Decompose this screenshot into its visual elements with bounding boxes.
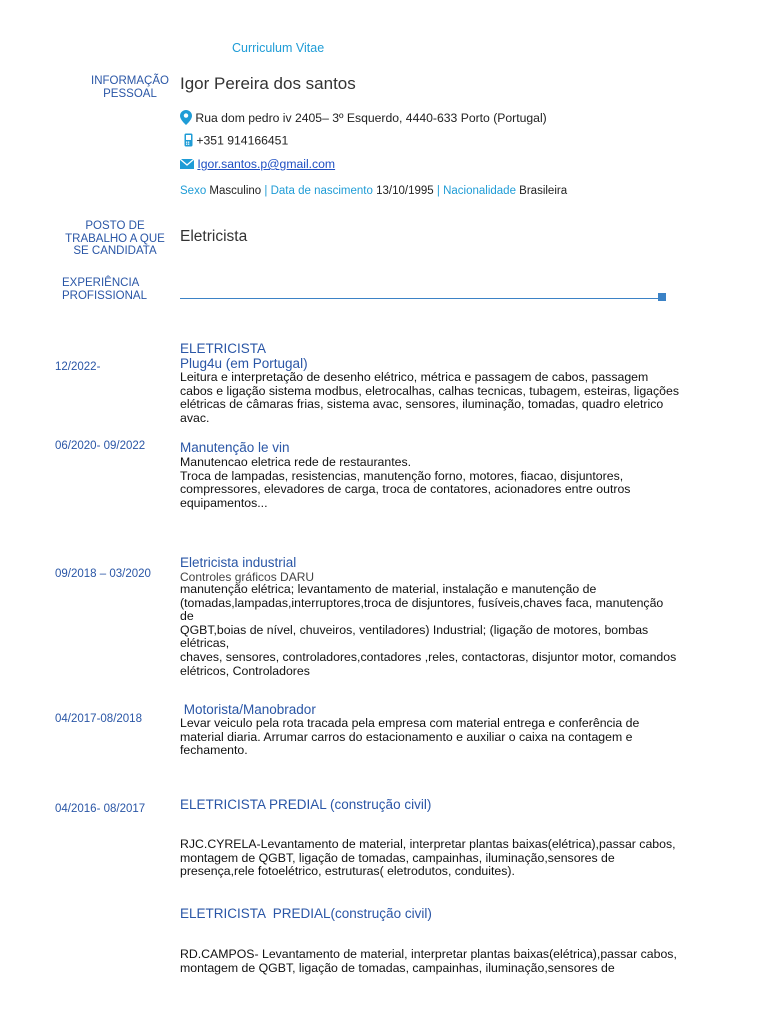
- section-label-personal: INFORMAÇÃO PESSOAL: [91, 75, 169, 100]
- job-date: 06/2020- 09/2022: [55, 440, 146, 452]
- job-target-value: Eletricista: [180, 228, 248, 245]
- separator: |: [264, 185, 268, 197]
- job-description: RD.CAMPOS- Levantamento de material, interpretar plantas baixas(elétrica),passar cabos, montagem de QGBT, ligação de tomadas, campainhas, iluminação,sensores de: [180, 947, 677, 975]
- section-label-job-target: POSTO DE TRABALHO A QUE SE CANDIDATA: [65, 220, 165, 257]
- section-rule: [180, 298, 660, 299]
- sex-value: Masculino: [209, 185, 262, 197]
- job-title: ELETRICISTA: [180, 341, 267, 356]
- phone-text: +351 914166451: [196, 133, 289, 148]
- section-rule-end: [658, 293, 666, 301]
- candidate-name: Igor Pereira dos santos: [180, 74, 356, 93]
- job-title: Eletricista industrial: [180, 555, 297, 570]
- dob-label: Data de nascimento: [270, 185, 373, 197]
- job-title: Motorista/Manobrador: [180, 702, 316, 717]
- dob-value: 13/10/1995: [376, 185, 434, 197]
- address-row: [180, 110, 547, 128]
- cv-title: Curriculum Vitae: [232, 41, 325, 55]
- phone-icon: [184, 133, 193, 150]
- job-description: manutenção elétrica; levantamento de material, instalação e manutenção de (tomadas,lampadas,interruptores,troca de disjuntores, fusíveis,chaves faca, manutenção de QGBT,boias de nível, chuveiros, ventiladores) Industrial; (ligação de motores, bombas elétricas, chaves, sensores, controladores,contadores ,reles, contactoras, disjuntor motor, comandos elétricos, Controladores: [180, 582, 677, 678]
- job-date: 04/2016- 08/2017: [55, 803, 146, 815]
- section-label-experience: EXPERIÊNCIA PROFISSIONAL: [62, 277, 147, 302]
- job-description: Leitura e interpretação de desenho elétrico, métrica e passagem de cabos, passagem cabos e ligação sistema modbus, eletrocalhas, calhas tecnicas, tubagem, esteiras, ligações elétricas de câmaras frias, sistema avac, sensores, iluminação, tomadas, quadro eletrico avac.: [180, 370, 679, 425]
- sex-label: Sexo: [180, 185, 207, 197]
- job-date: 09/2018 – 03/2020: [55, 568, 151, 580]
- address-text: Rua dom pedro iv 2405– 3º Esquerdo, 4440-633 Porto (Portugal): [195, 111, 547, 126]
- email-row: [180, 157, 335, 172]
- map-pin-icon: [180, 110, 192, 128]
- phone-row: [184, 133, 288, 150]
- nationality-value: Brasileira: [519, 185, 568, 197]
- job-title: ELETRICISTA PREDIAL (construção civil): [180, 797, 432, 812]
- job-date: 12/2022-: [55, 361, 101, 373]
- job-date: 04/2017-08/2018: [55, 713, 142, 725]
- email-link[interactable]: Igor.santos.p@gmail.com: [197, 157, 336, 171]
- job-title: ELETRICISTA PREDIAL(construção civil): [180, 906, 432, 921]
- job-description: Levar veiculo pela rota tracada pela empresa com material entrega e conferência de material diaria. Arrumar carros do estacionamento e auxiliar o caixa na contagem e fechamento.: [180, 716, 640, 758]
- separator: |: [436, 185, 440, 197]
- envelope-icon: [180, 158, 194, 172]
- employer: Controles gráficos DARU: [180, 570, 315, 584]
- personal-details-row: [180, 185, 567, 197]
- job-description: Manutencao eletrica rede de restaurantes. Troca de lampadas, resistencias, manutenção forno, motores, fiacao, disjuntores, compressores, elevadores de carga, troca de contatores, acionadores entre outros equipamentos...: [180, 455, 631, 510]
- employer: Plug4u (em Portugal): [180, 356, 308, 371]
- job-description: RJC.CYRELA-Levantamento de material, interpretar plantas baixas(elétrica),passar cabos, montagem de QGBT, ligação de tomadas, campainhas, iluminação,sensores de presença,rele fotoelétrico, estruturas( eletrodutos, conduites).: [180, 837, 676, 879]
- job-title: Manutenção le vin: [180, 440, 290, 455]
- nationality-label: Nacionalidade: [443, 185, 516, 197]
